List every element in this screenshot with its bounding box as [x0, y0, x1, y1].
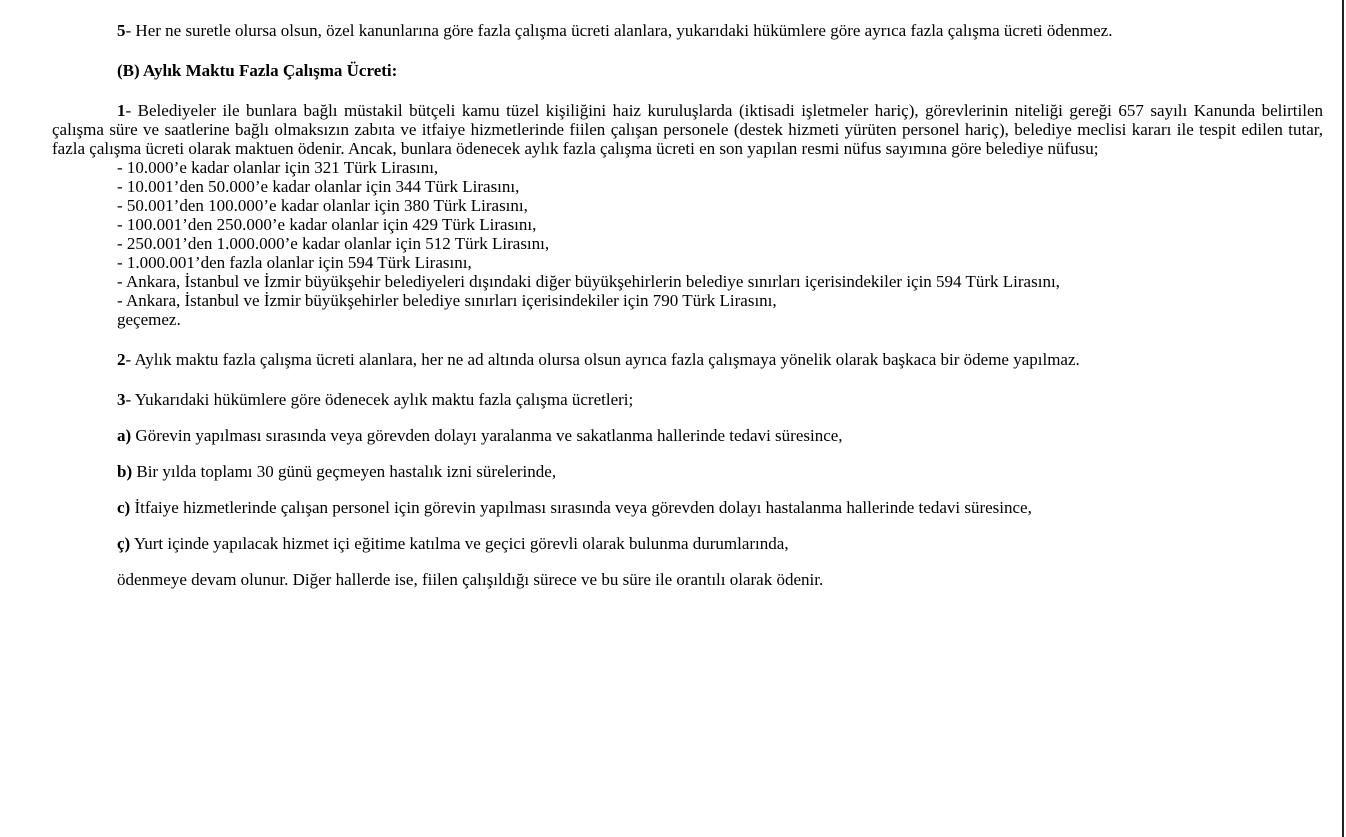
tier-item: - 50.001’den 100.000’e kadar olanlar için 380 Türk Lirasını,	[117, 196, 528, 215]
paragraph-number: 1	[117, 101, 126, 120]
paragraph-1	[52, 101, 1323, 158]
tier-item: - 100.001’den 250.000’e kadar olanlar için 429 Türk Lirasını,	[117, 215, 537, 234]
section-heading-text: (B) Aylık Maktu Fazla Çalışma Ücreti:	[117, 61, 398, 80]
condition-item-b	[52, 462, 1323, 481]
paragraph-3	[52, 390, 1323, 409]
tier-item-metro-other: - Ankara, İstanbul ve İzmir büyükşehir belediyeleri dışındaki diğer büyükşehirlerin belediye sınırları içerisindekiler için 594 Türk Lirasını,	[117, 272, 1060, 291]
condition-item-c-cedilla	[52, 534, 1323, 553]
closing-line: ödenmeye devam olunur. Diğer hallerde ise, fiilen çalışıldığı sürece ve bu süre ile orantılı olarak ödenir.	[117, 570, 824, 589]
cannot-exceed-line: geçemez.	[117, 310, 181, 329]
paragraph-text: - Aylık maktu fazla çalışma ücreti alanlara, her ne ad altında olursa olsun ayrıca fazla çalışmaya yönelik olarak başkaca bir ödeme yapılmaz.	[125, 350, 1080, 369]
tier-item: - 10.001’den 50.000’e kadar olanlar için 344 Türk Lirasını,	[117, 177, 520, 196]
paragraph-text: - Belediyeler ile bunlara bağlı müstakil bütçeli kamu tüzel kişiliğini haiz kuruluşlarda (iktisadi işletmeler hariç), görevlerinin niteliği gereği 657 sayılı Kanunda belirtilen çalışma süre ve saatlerine bağlı olmaksızın zabıta ve itfaiye hizmetlerinde fiilen çalışan personele (destek hizmeti yürüten personel hariç), belediye meclisi kararı ile tespit edilen tutar, fazla çalışma ücreti olarak maktuen ödenir. Ancak, bunlara ödenecek aylık fazla çalışma ücreti en son yapılan resmi nüfus sayımına göre belediye nüfusu;	[52, 101, 1323, 158]
condition-text: Görevin yapılması sırasında veya görevden dolayı yaralanma ve sakatlanma hallerinde tedavi süresince,	[131, 426, 843, 445]
condition-key: a)	[117, 426, 132, 445]
condition-text: Bir yılda toplamı 30 günü geçmeyen hastalık izni sürelerinde,	[132, 462, 557, 481]
condition-item-a	[52, 426, 1323, 445]
paragraph-number: 2	[117, 350, 126, 369]
condition-text: İtfaiye hizmetlerinde çalışan personel için görevin yapılması sırasında veya görevden dolayı hastalanma hallerinde tedavi süresince,	[130, 498, 1032, 517]
paragraph-2	[52, 350, 1323, 369]
condition-item-c	[52, 498, 1323, 517]
condition-text: Yurt içinde yapılacak hizmet içi eğitime katılma ve geçici görevli olarak bulunma durumlarında,	[130, 534, 789, 553]
paragraph-number: 3	[117, 390, 126, 409]
condition-key: c)	[117, 498, 131, 517]
condition-key: b)	[117, 462, 133, 481]
tier-item: - 250.001’den 1.000.000’e kadar olanlar için 512 Türk Lirasını,	[117, 234, 550, 253]
condition-key: ç)	[117, 534, 131, 553]
tier-item: - 1.000.001’den fazla olanlar için 594 Türk Lirasını,	[117, 253, 472, 272]
paragraph-5	[52, 21, 1323, 40]
document-body	[52, 21, 1323, 589]
paragraph-text: - Yukarıdaki hükümlere göre ödenecek aylık maktu fazla çalışma ücretleri;	[125, 390, 634, 409]
paragraph-text: - Her ne suretle olursa olsun, özel kanunlarına göre fazla çalışma ücreti alanlara, yukarıdaki hükümlere göre ayrıca fazla çalışma ücreti ödenmez.	[125, 21, 1113, 40]
paragraph-number: 5	[117, 21, 126, 40]
section-b-heading	[52, 61, 1323, 80]
tier-item: - 10.000’e kadar olanlar için 321 Türk Lirasını,	[117, 158, 439, 177]
tier-item-metro-big3: - Ankara, İstanbul ve İzmir büyükşehirler belediye sınırları içerisindekiler için 790 Türk Lirasını,	[117, 291, 777, 310]
